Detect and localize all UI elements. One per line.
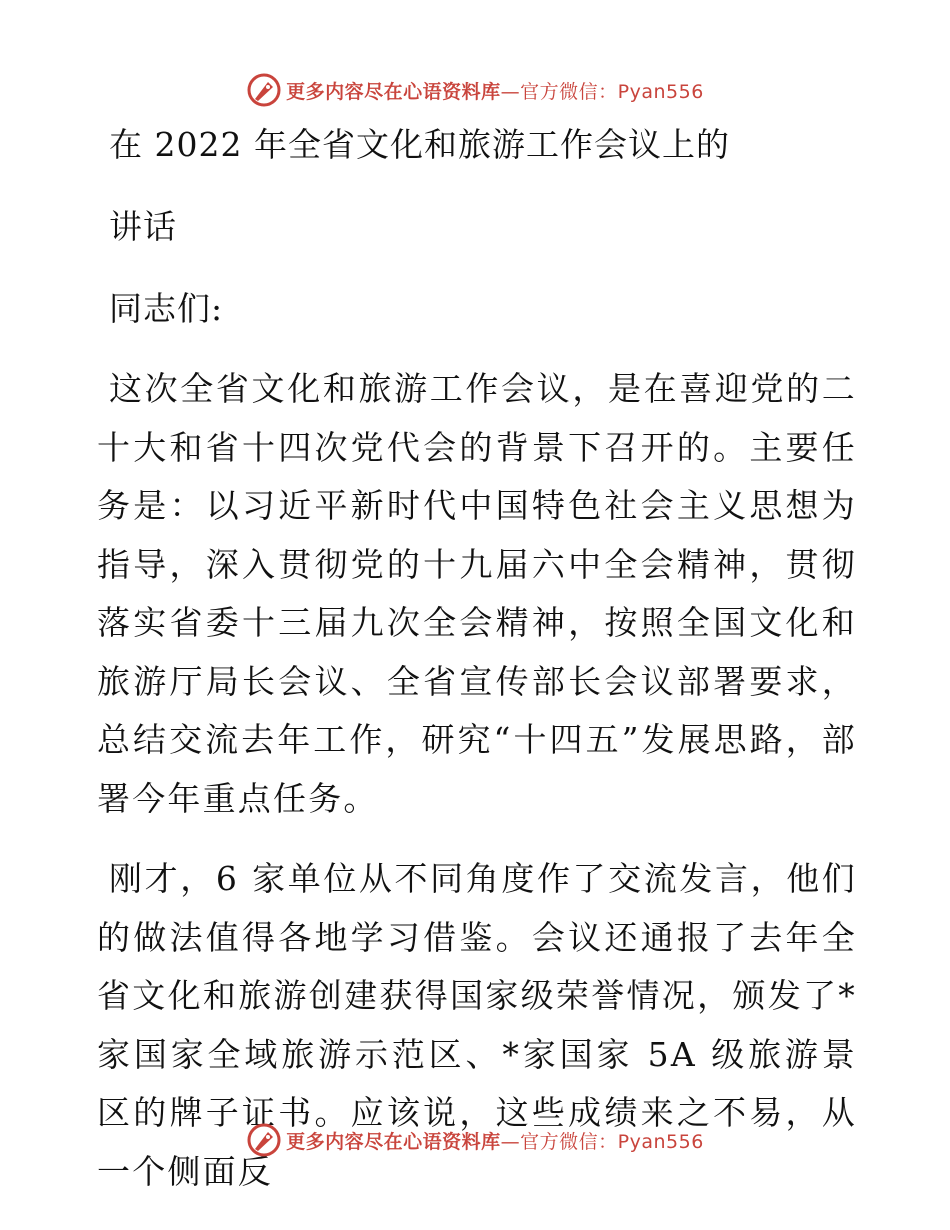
watermark-text: 更多内容尽在心语资料库—官方微信：Pyan556	[286, 80, 704, 103]
document-title: 在 2022 年全省文化和旅游工作会议上的	[109, 125, 730, 164]
watermark-text: 更多内容尽在心语资料库—官方微信：Pyan556	[286, 1130, 704, 1153]
document-title-continued: 讲话	[109, 207, 177, 246]
paragraph-2: 刚才，6 家单位从不同角度作了交流发言，他们的做法值得各地学习借鉴。会议还通报了去年全省文化和旅游创建获得国家级荣誉情况，颁发了*家国家全域旅游示范区、*家国家 5A 级旅游景区的牌子证书。应该说，这些成绩来之不易，从一个侧面反	[97, 859, 857, 1191]
footer-watermark	[0, 1120, 950, 1160]
paragraph-1: 这次全省文化和旅游工作会议，是在喜迎党的二十大和省十四次党代会的背景下召开的。主要任务是：以习近平新时代中国特色社会主义思想为指导，深入贯彻党的十九届六中全会精神，贯彻落实省委十三届九次全会精神，按照全国文化和旅游厅局长会议、全省宣传部长会议部署要求，总结交流去年工作，研究“十四五”发展思路，部署今年重点任务。	[97, 369, 857, 818]
header-watermark	[0, 70, 950, 110]
salutation: 同志们:	[109, 289, 224, 328]
pen-nib-logo-icon	[246, 1122, 282, 1158]
document-body	[97, 122, 857, 1223]
pen-nib-logo-icon	[246, 72, 282, 108]
